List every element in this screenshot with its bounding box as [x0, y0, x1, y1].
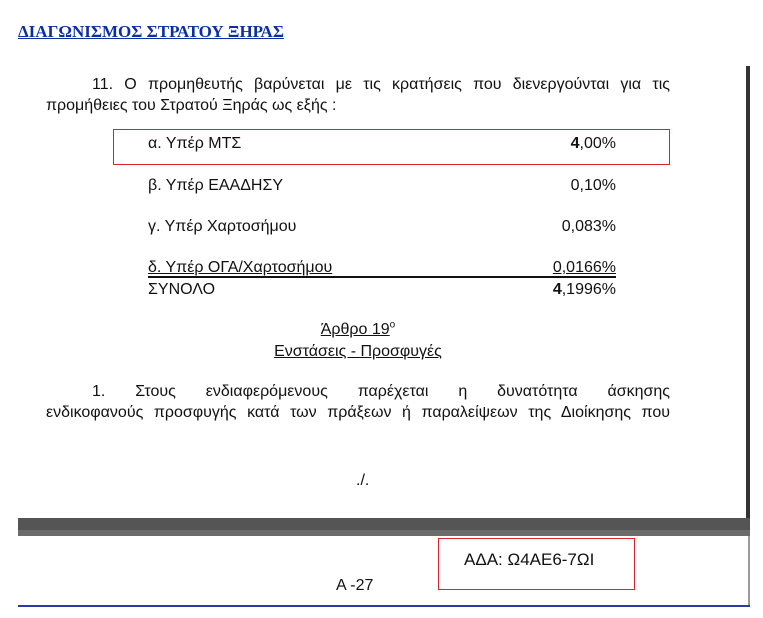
deduction-label: γ. Υπέρ Χαρτοσήμου: [148, 218, 297, 235]
article-title: [46, 319, 670, 341]
deduction-row-mts: [148, 133, 616, 155]
total-value: 4,1996%: [552, 281, 616, 298]
page-number: Α -27: [336, 577, 374, 594]
document-title: ΔΙΑΓΩΝΙΣΜΟΣ ΣΤΡΑΤΟΥ ΞΗΡΑΣ: [18, 22, 284, 41]
bottom-rule: [18, 605, 750, 607]
page-separator-shadow: [18, 530, 750, 536]
lower-page-edge: [748, 536, 750, 606]
continuation-mark: ./.: [356, 472, 370, 489]
total-divider: [148, 276, 616, 278]
deduction-value: 0,0166%: [552, 259, 616, 276]
deduction-row-xartosimo: [148, 216, 616, 238]
intro-paragraph: [46, 74, 670, 116]
article-subtitle: [46, 341, 670, 363]
page-right-edge: [746, 66, 750, 518]
deduction-label: δ. Υπέρ ΟΓΑ/Χαρτοσήμου: [148, 259, 333, 276]
article-title-text: Άρθρο 19: [320, 321, 390, 338]
paragraph-line-2: ενδικοφανούς προσφυγής κατά των πράξεων ή παραλείψεων της Διοίκησης που: [46, 404, 670, 421]
intro-line-2: προμήθειες του Στρατού Ξηράς ως εξής :: [46, 97, 337, 114]
deduction-row-eaadisy: [148, 175, 616, 197]
article-paragraph: [46, 381, 670, 423]
intro-line-1: 11. Ο προμηθευτής βαρύνεται με τις κρατήσεις που διενεργούνται για τις: [92, 76, 670, 93]
total-label: ΣΥΝΟΛΟ: [148, 281, 216, 298]
paragraph-line-1: 1. Στους ενδιαφερόμενους παρέχεται η δυνατότητα άσκησης: [92, 383, 670, 400]
deduction-value: 4,00%: [570, 135, 616, 152]
deduction-value: 0,083%: [561, 218, 616, 235]
article-subtitle-text: Ενστάσεις - Προσφυγές: [274, 343, 442, 360]
deduction-value: 0,10%: [570, 177, 616, 194]
deduction-label: α. Υπέρ ΜΤΣ: [148, 135, 242, 152]
ada-code: ΑΔΑ: Ω4ΑΕ6-7ΩΙ: [464, 550, 595, 569]
article-superscript: ο: [389, 319, 396, 331]
deduction-label: β. Υπέρ ΕΑΑΔΗΣΥ: [148, 177, 284, 194]
